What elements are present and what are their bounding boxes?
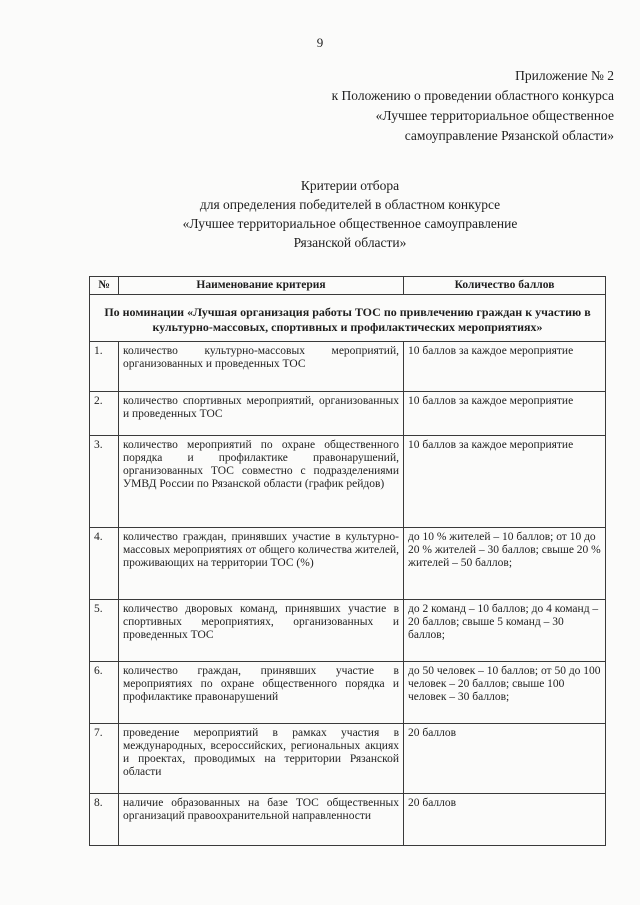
- row-criterion: количество культурно-массовых мероприятий, организованных и проведенных ТОС: [119, 342, 404, 392]
- appendix-line-2: к Положению о проведении областного конкурса: [331, 88, 614, 103]
- row-num: 8.: [90, 794, 119, 846]
- row-score: до 10 % жителей – 10 баллов; от 10 до 20 % жителей – 30 баллов; свыше 20 % жителей – 50 баллов;: [404, 528, 606, 600]
- row-score: до 50 человек – 10 баллов; от 50 до 100 человек – 20 баллов; свыше 100 человек – 30 баллов;: [404, 662, 606, 724]
- row-criterion: количество спортивных мероприятий, организованных и проведенных ТОС: [119, 392, 404, 436]
- row-score: 10 баллов за каждое мероприятие: [404, 392, 606, 436]
- row-num: 2.: [90, 392, 119, 436]
- title-line-1: Критерии отбора: [300, 178, 400, 193]
- row-criterion: количество граждан, принявших участие в культурно-массовых мероприятиях от общего количества жителей, проживающих на территории ТОС (%): [119, 528, 404, 600]
- title-line-3: «Лучшее территориальное общественное самоуправление: [182, 216, 518, 231]
- row-num: 6.: [90, 662, 119, 724]
- row-criterion: количество мероприятий по охране общественного порядка и профилактике правонарушений, организованных ТОС совместно с подразделениями УМВД России по Рязанской области (график рейдов): [119, 436, 404, 528]
- criteria-table: [89, 276, 606, 846]
- row-criterion: наличие образованных на базе ТОС общественных организаций правоохранительной направленности: [119, 794, 404, 846]
- row-num: 5.: [90, 600, 119, 662]
- row-criterion: проведение мероприятий в рамках участия в международных, всероссийских, региональных акциях и проектах, проводимых на территории Рязанской области: [119, 724, 404, 794]
- table-row: [90, 794, 606, 846]
- nomination-text: По номинации «Лучшая организация работы ТОС по привлечению граждан к участию в культурно-массовых, спортивных и профилактических мероприятиях»: [90, 295, 606, 342]
- title-line-4: Рязанской области»: [293, 235, 407, 250]
- row-criterion: количество дворовых команд, принявших участие в спортивных мероприятиях, организованных и проведенных ТОС: [119, 600, 404, 662]
- row-score: до 2 команд – 10 баллов; до 4 команд – 20 баллов; свыше 5 команд – 30 баллов;: [404, 600, 606, 662]
- row-score: 20 баллов: [404, 794, 606, 846]
- header-num: №: [90, 277, 119, 295]
- document-title: [160, 176, 540, 252]
- title-line-2: для определения победителей в областном конкурсе: [199, 197, 501, 212]
- table-row: [90, 662, 606, 724]
- table-row: [90, 342, 606, 392]
- nomination-row: [90, 295, 606, 342]
- row-score: 10 баллов за каждое мероприятие: [404, 436, 606, 528]
- appendix-line-1: Приложение № 2: [515, 68, 614, 83]
- header-name: Наименование критерия: [119, 277, 404, 295]
- row-score: 10 баллов за каждое мероприятие: [404, 342, 606, 392]
- appendix-line-4: самоуправление Рязанской области»: [404, 128, 614, 143]
- header-score: Количество баллов: [404, 277, 606, 295]
- table-header-row: [90, 277, 606, 295]
- table-row: [90, 724, 606, 794]
- table-row: [90, 436, 606, 528]
- row-num: 7.: [90, 724, 119, 794]
- row-criterion: количество граждан, принявших участие в мероприятиях по охране общественного порядка и профилактике правонарушений: [119, 662, 404, 724]
- row-num: 4.: [90, 528, 119, 600]
- appendix-header: [332, 66, 614, 146]
- page-number: 9: [316, 35, 324, 50]
- row-score: 20 баллов: [404, 724, 606, 794]
- row-num: 3.: [90, 436, 119, 528]
- row-num: 1.: [90, 342, 119, 392]
- table-row: [90, 600, 606, 662]
- table-row: [90, 528, 606, 600]
- table-row: [90, 392, 606, 436]
- appendix-line-3: «Лучшее территориальное общественное: [375, 108, 614, 123]
